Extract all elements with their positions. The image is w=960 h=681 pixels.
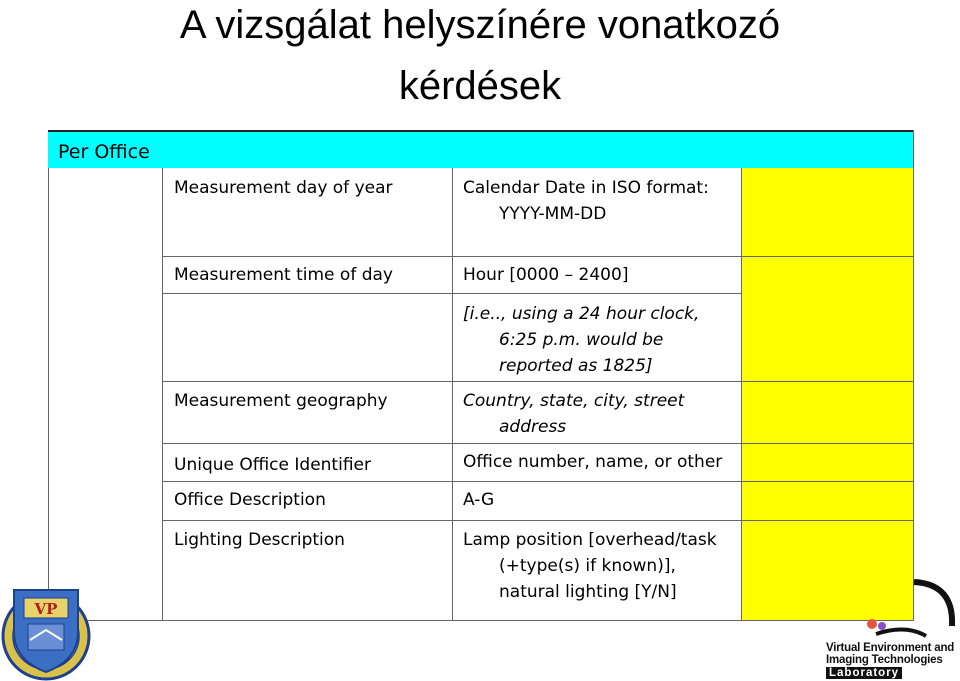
row-label-geography: Measurement geography (174, 391, 388, 411)
grid-line (162, 293, 742, 294)
grid-line (741, 168, 742, 621)
row-value-line: Lamp position [overhead/task (463, 530, 717, 550)
grid-line (162, 381, 914, 382)
table-header-label: Per Office (58, 141, 150, 163)
grid-line (162, 168, 163, 621)
row-value-office-description: A-G (463, 490, 495, 510)
row-label-office-description: Office Description (174, 490, 326, 510)
row-value-line: Country, state, city, street (463, 391, 685, 411)
grid-line (48, 168, 49, 621)
lab-logo-text (826, 642, 960, 679)
grid-line (162, 481, 914, 482)
slide-title-line-2: kérdések (398, 64, 562, 108)
crest-letters: VP (34, 600, 58, 618)
answer-column (741, 168, 914, 621)
row-value-time: Hour [0000 – 2400] (463, 265, 629, 285)
lab-name-line-3: Laboratory (826, 667, 902, 679)
row-value-day (463, 175, 709, 227)
row-label-identifier: Unique Office Identifier (174, 455, 371, 475)
row-note-line: 6:25 p.m. would be (499, 330, 664, 350)
row-value-identifier: Office number, name, or other (463, 452, 723, 472)
row-note-line: [i.e.., using a 24 hour clock, (463, 304, 700, 324)
university-crest-logo (0, 580, 92, 681)
grid-line (162, 256, 914, 257)
grid-line (452, 168, 453, 621)
row-value-line: YYYY-MM-DD (499, 204, 607, 224)
row-value-line: address (499, 417, 567, 437)
row-value-line: Calendar Date in ISO format: (463, 178, 709, 198)
row-label-time: Measurement time of day (174, 265, 393, 285)
row-note-line: reported as 1825] (499, 356, 653, 376)
slide-title-line-1: A vizsgálat helyszínére vonatkozó (179, 3, 781, 47)
grid-line (162, 443, 914, 444)
row-value-line: natural lighting [Y/N] (499, 582, 677, 602)
grid-line (48, 620, 914, 621)
table-header-bar (48, 130, 914, 168)
lab-name-line-1: Virtual Environment and (826, 642, 955, 654)
row-value-line: (+type(s) if known)], (499, 556, 676, 576)
row-value-lighting (463, 527, 717, 605)
lab-name-line-2: Imaging Technologies (826, 654, 943, 666)
row-note-time (463, 301, 699, 379)
row-label-lighting: Lighting Description (174, 530, 345, 550)
row-label-day: Measurement day of year (174, 178, 393, 198)
row-value-geography (463, 388, 684, 440)
grid-line (913, 130, 914, 621)
grid-line (162, 520, 914, 521)
